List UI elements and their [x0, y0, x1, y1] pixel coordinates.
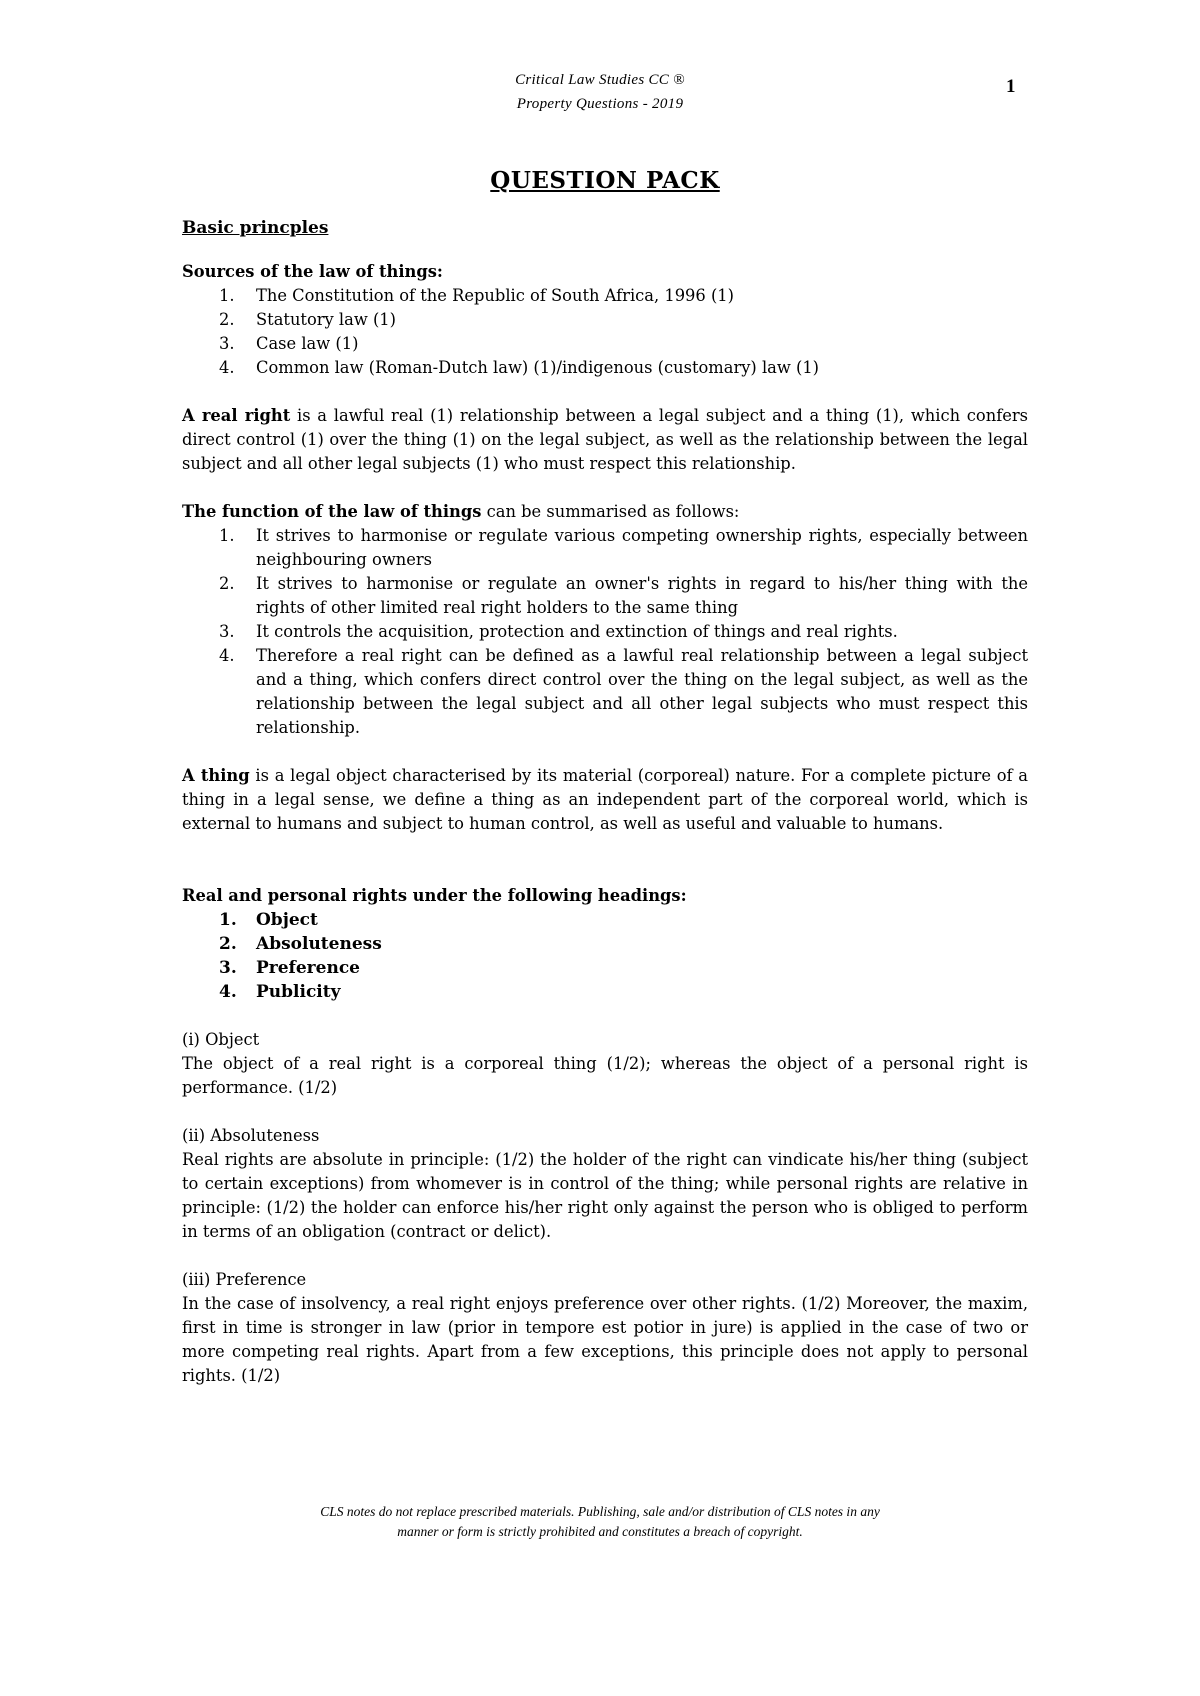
- list-item: 1. It strives to harmonise or regulate various competing ownership rights, especially between neighbouring owners: [219, 526, 1028, 569]
- list-item: 4. Publicity: [219, 982, 341, 1002]
- list-item: 1. The Constitution of the Republic of South Africa, 1996 (1): [219, 286, 735, 305]
- thing-text: is a legal object characterised by its material (corporeal) nature. For a complete picture of a thing in a legal sense, we define a thing as an independent part of the corporeal world, which is external to humans and subject to human control, as well as useful and valuable to humans.: [182, 766, 1028, 833]
- header-company: Critical Law Studies CC ®: [515, 72, 685, 88]
- preference-label: (iii) Preference: [182, 1270, 307, 1289]
- real-right-text: is a lawful real (1) relationship between a legal subject and a thing (1), which confers direct control (1) over the thing (1) on the legal subject, as well as the relationship between the legal subject and all other legal subjects (1) who must respect this relationship.: [182, 406, 1028, 473]
- function-term: The function of the law of things: [182, 502, 482, 521]
- object-label: (i) Object: [182, 1030, 260, 1049]
- page-title: QUESTION PACK: [490, 167, 720, 194]
- sources-list: [182, 284, 1028, 380]
- header-subtitle: Property Questions - 2019: [516, 96, 684, 112]
- function-paragraph: [182, 500, 1028, 524]
- list-item: 4. Common law (Roman-Dutch law) (1)/indigenous (customary) law (1): [219, 358, 820, 377]
- list-item: 4. Therefore a real right can be defined as a lawful real relationship between a legal subject and a thing, which confers direct control over the thing on the legal subject, as well as the relationship between the legal subject and all other legal subjects who must respect this relationship.: [219, 646, 1028, 737]
- function-list: [182, 524, 1028, 740]
- document-body: [182, 166, 1028, 1388]
- object-text: The object of a real right is a corporeal thing (1/2); whereas the object of a personal right is performance. (1/2): [182, 1054, 1028, 1097]
- list-item: 2. Absoluteness: [219, 934, 382, 954]
- list-item: 1. Object: [219, 910, 318, 930]
- footer-notice-line2: manner or form is strictly prohibited and constitutes a breach of copyright.: [397, 1524, 803, 1539]
- real-right-paragraph: [182, 404, 1028, 476]
- section-heading: Basic princples: [182, 218, 329, 238]
- list-item: 2. Statutory law (1): [219, 310, 397, 329]
- function-text: can be summarised as follows:: [481, 502, 740, 521]
- page-number: 1: [1006, 76, 1016, 97]
- footer-notice-line1: CLS notes do not replace prescribed materials. Publishing, sale and/or distribution of CLS notes in any: [320, 1504, 880, 1519]
- list-item: 3. Case law (1): [219, 334, 359, 353]
- thing-paragraph: [182, 764, 1028, 836]
- preference-text: In the case of insolvency, a real right enjoys preference over other rights. (1/2) Moreover, the maxim, first in time is stronger in law (prior in tempore est potior in jure) is applied in the case of two or more competing real rights. Apart from a few exceptions, this principle does not apply to personal rights. (1/2): [182, 1294, 1028, 1385]
- list-item: 2. It strives to harmonise or regulate an owner's rights in regard to his/her thing with the rights of other limited real right holders to the same thing: [219, 574, 1028, 617]
- real-right-term: A real right: [182, 406, 291, 425]
- thing-term: A thing: [182, 766, 250, 785]
- headings-list: [182, 908, 1028, 1004]
- list-item: 3. Preference: [219, 958, 360, 978]
- absoluteness-label: (ii) Absoluteness: [182, 1126, 320, 1145]
- absoluteness-text: Real rights are absolute in principle: (1/2) the holder of the right can vindicate his/her thing (subject to certain exceptions) from whomever is in control of the thing; while personal rights are relative in principle: (1/2) the holder can enforce his/her right only against the person who is obliged to perform in terms of an obligation (contract or delict).: [182, 1150, 1028, 1241]
- headings-heading: Real and personal rights under the following headings:: [182, 886, 687, 905]
- sources-heading: Sources of the law of things:: [182, 262, 443, 281]
- list-item: 3. It controls the acquisition, protection and extinction of things and real rights.: [219, 622, 898, 641]
